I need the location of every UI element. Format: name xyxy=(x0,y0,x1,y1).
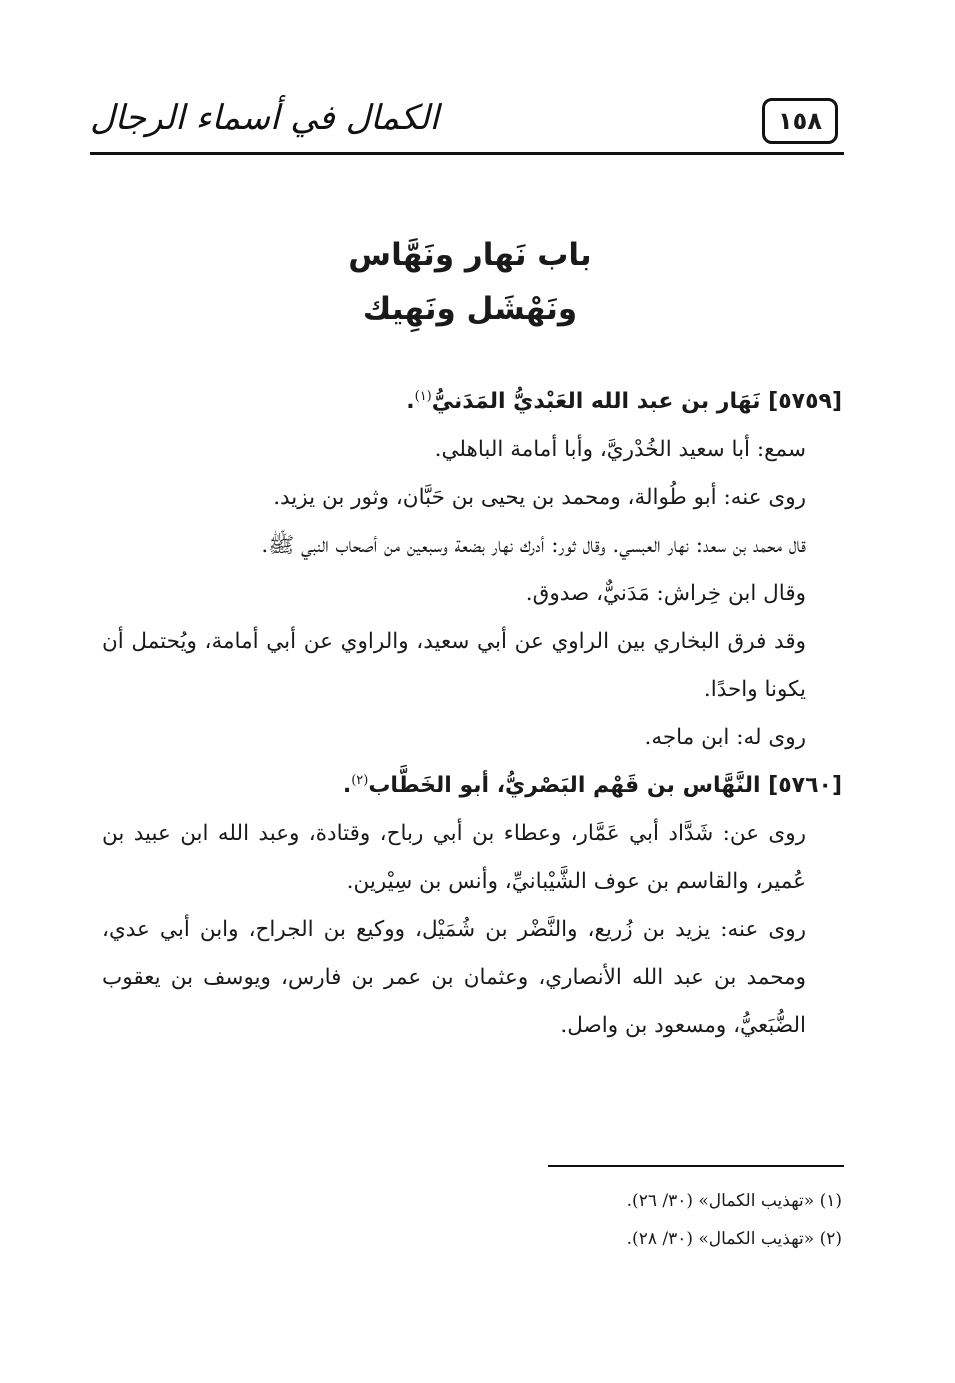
paragraph: سمع: أبا سعيد الخُدْريَّ، وأبا أمامة الباهلي. xyxy=(434,437,806,462)
header-rule xyxy=(90,152,844,155)
entry-heading xyxy=(102,762,842,810)
entry-heading-text: [٥٧٦٠] النَّهَّاس بن قَهْم البَصْريُّ، أبو الخَطَّاب xyxy=(368,773,842,798)
page-number: ١٥٨ xyxy=(762,98,838,144)
chapter-heading-line-2: ونَهْشَل ونَهِيك xyxy=(362,291,578,327)
paragraph: وقد فرق البخاري بين الراوي عن أبي سعيد، والراوي عن أبي أمامة، ويُحتمل أن يكونا واحدًا. xyxy=(102,629,806,702)
footnotes xyxy=(102,1182,842,1258)
book-title: الكمال في أسماء الرجال xyxy=(90,98,439,138)
paragraph: روى عنه: يزيد بن زُريع، والنَّضْر بن شُمَيْل، ووكيع بن الجراح، وابن أبي عدي، ومحمد بن عبد الله الأنصاري، وعثمان بن عمر بن فارس، ويوسف بن يعقوب الضُّبَعيُّ، ومسعود بن واصل. xyxy=(102,917,806,1038)
entry-heading xyxy=(102,378,842,426)
entry-heading-end: . xyxy=(406,389,415,414)
footnote: (٢) «تهذيب الكمال» (٣٠/ ٢٨). xyxy=(626,1229,842,1249)
chapter-heading-line-1: باب نَهار ونَهَّاس xyxy=(348,237,592,273)
paragraph: وقال ابن خِراش: مَدَنيٌّ، صدوق. xyxy=(525,581,806,606)
paragraph: قال محمد بن سعد: نهار العبسي. وقال ثور: أدرك نهار بضعة وسبعين من أصحاب النبي ﷺ. xyxy=(261,533,806,558)
main-text xyxy=(102,378,842,1050)
entry-heading-text: [٥٧٥٩] نَهَار بن عبد الله العَبْديُّ المَدَنيُّ xyxy=(431,389,842,414)
footnote-ref: (١) xyxy=(414,388,432,404)
paragraph: روى عن: شَدَّاد أبي عَمَّار، وعطاء بن أبي رباح، وقتادة، وعبد الله ابن عبيد بن عُمير، والقاسم بن عوف الشَّيْبانيِّ، وأنس بن سِيْرين. xyxy=(102,821,806,894)
footnote-ref: (٢) xyxy=(351,772,369,788)
chapter-heading xyxy=(100,228,840,336)
paragraph: روى له: ابن ماجه. xyxy=(644,725,806,750)
footnote-rule xyxy=(548,1165,844,1167)
paragraph: روى عنه: أبو طُوالة، ومحمد بن يحيى بن حَبَّان، وثور بن يزيد. xyxy=(273,485,806,510)
footnote: (١) «تهذيب الكمال» (٣٠/ ٢٦). xyxy=(626,1191,842,1211)
entry-heading-end: . xyxy=(342,773,352,798)
